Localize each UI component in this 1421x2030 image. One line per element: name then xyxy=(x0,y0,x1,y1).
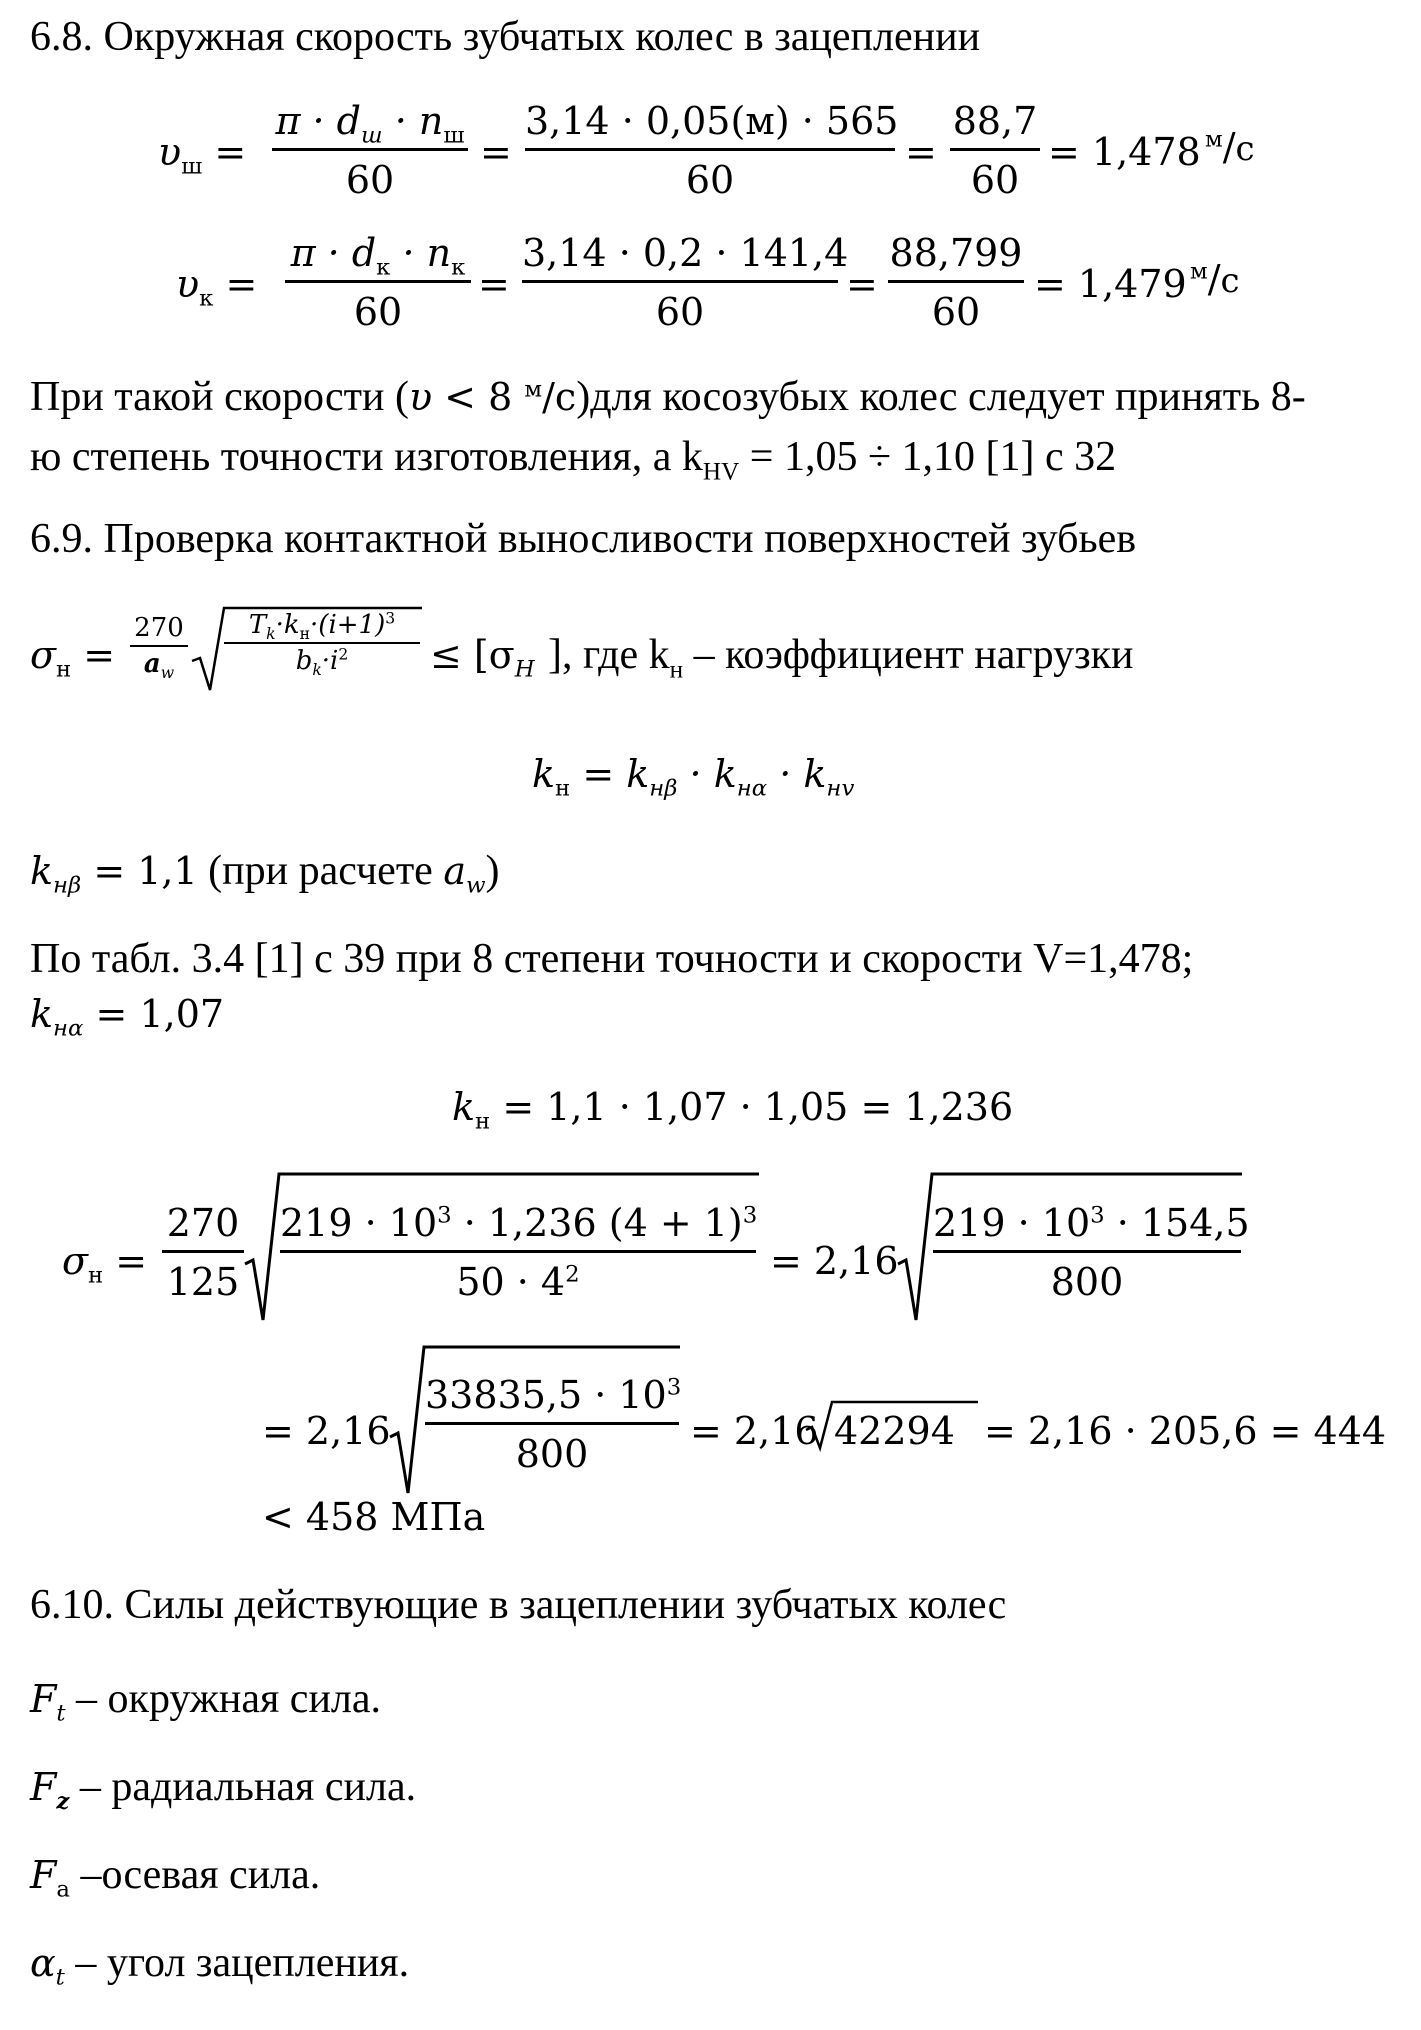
k-alpha-line: $k_{н\alpha} = 1,07$ xyxy=(30,992,225,1042)
speed-paragraph-line-1: При такой скорости (υ < 8 $^м$/с)для косозубых колес следует принять 8- xyxy=(30,374,1306,420)
load-coefficient-product: $k_н = k_{н\beta} \cdot k_{н\alpha} \cdot k_{нv}$ xyxy=(532,752,855,802)
k-beta-line: $k_{н\beta} = 1,1$ (при расчете $a_w$) xyxy=(30,848,500,899)
table-reference-line: По табл. 3.4 [1] с 39 при 8 степени точности и скорости V=1,478; xyxy=(30,936,1194,982)
section-6-10-heading: 6.10. Силы действующие в зацеплении зубчатых колес xyxy=(30,1582,1007,1628)
section-6-8-heading: 6.8. Окружная скорость зубчатых колес в зацеплении xyxy=(30,14,981,60)
force-item-ft: $F_t$ – окружная сила. xyxy=(30,1676,382,1727)
speed-paragraph-line-2: ю степень точности изготовления, а $k_{HV} = 1,05 \div 1,10$ [1] с 32 xyxy=(30,434,1117,486)
force-item-alpha-t: $\alpha_t$ – угол зацепления. xyxy=(30,1940,410,1991)
kn-calculation: $k_н = 1,1 \cdot 1,07 \cdot 1,05 = 1,236$ xyxy=(452,1085,1014,1135)
force-item-fa: $F_a$ –осевая сила. xyxy=(30,1852,321,1903)
section-6-9-heading: 6.9. Проверка контактной выносливости поверхностей зубьев xyxy=(30,516,1137,562)
force-item-fz: $F_z$ – радиальная сила. xyxy=(30,1764,417,1815)
